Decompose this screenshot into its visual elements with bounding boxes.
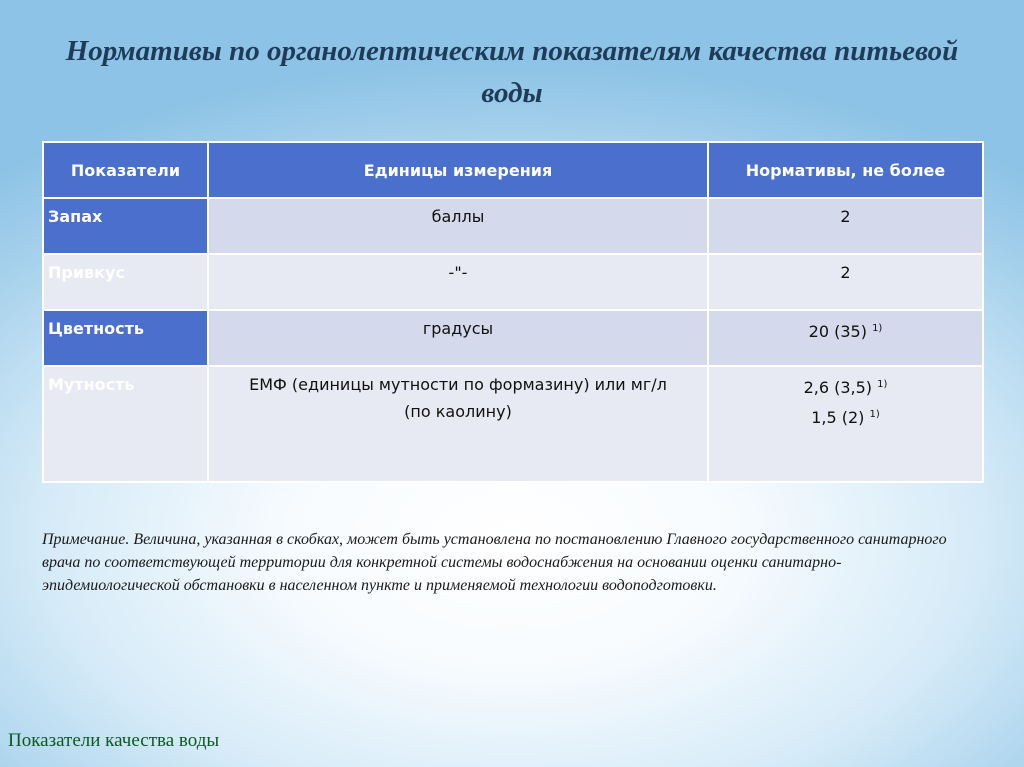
norm-cell [708,198,983,254]
norm-value: 1,5 (2) [811,408,865,427]
footnote-mark: 1) [872,323,883,334]
unit-line: ЕМФ (единицы мутности по формазину) или мг/л [249,375,667,394]
column-header-indicator: Показатели [43,142,208,198]
indicator-cell: Цветность [43,310,208,366]
norm-value: 20 (35) [808,322,867,341]
table-row [43,366,983,482]
column-header-norm: Нормативы, не более [708,142,983,198]
unit-line: (по каолину) [404,402,512,421]
unit-cell [208,366,708,482]
table-row [43,198,983,254]
norm-cell [708,310,983,366]
footnote-mark: 1) [869,409,880,420]
slide-title: Нормативы по органолептическим показателям качества питьевой воды [65,35,959,109]
indicator-cell: Мутность [43,366,208,482]
table-header-row [43,142,983,198]
footnote-mark: 1) [877,379,888,390]
column-header-unit: Единицы измерения [208,142,708,198]
norm-value: 2 [840,263,851,282]
table-row [43,254,983,310]
note-label: Примечание [42,531,126,548]
indicator-cell: Привкус [43,254,208,310]
norms-table [42,141,984,483]
slide-footer: Показатели качества воды [8,730,220,751]
norm-cell [708,254,983,310]
unit-cell: градусы [208,310,708,366]
note-text: . Величина, указанная в скобках, может быть установлена по постановлению Главного государственного санитарного врача по соответствующей территории для конкретной системы водоснабжения на основании оценки санитарно-эпидемиологической обстановки в населенном пункте и применяемой технологии водоподготовки. [42,531,947,594]
norm-value: 2 [840,207,851,226]
norm-cell [708,366,983,482]
indicator-cell: Запах [43,198,208,254]
norm-value: 2,6 (3,5) [803,378,873,397]
footnote-note [42,528,972,597]
table-row [43,310,983,366]
unit-cell: баллы [208,198,708,254]
unit-cell: -"- [208,254,708,310]
